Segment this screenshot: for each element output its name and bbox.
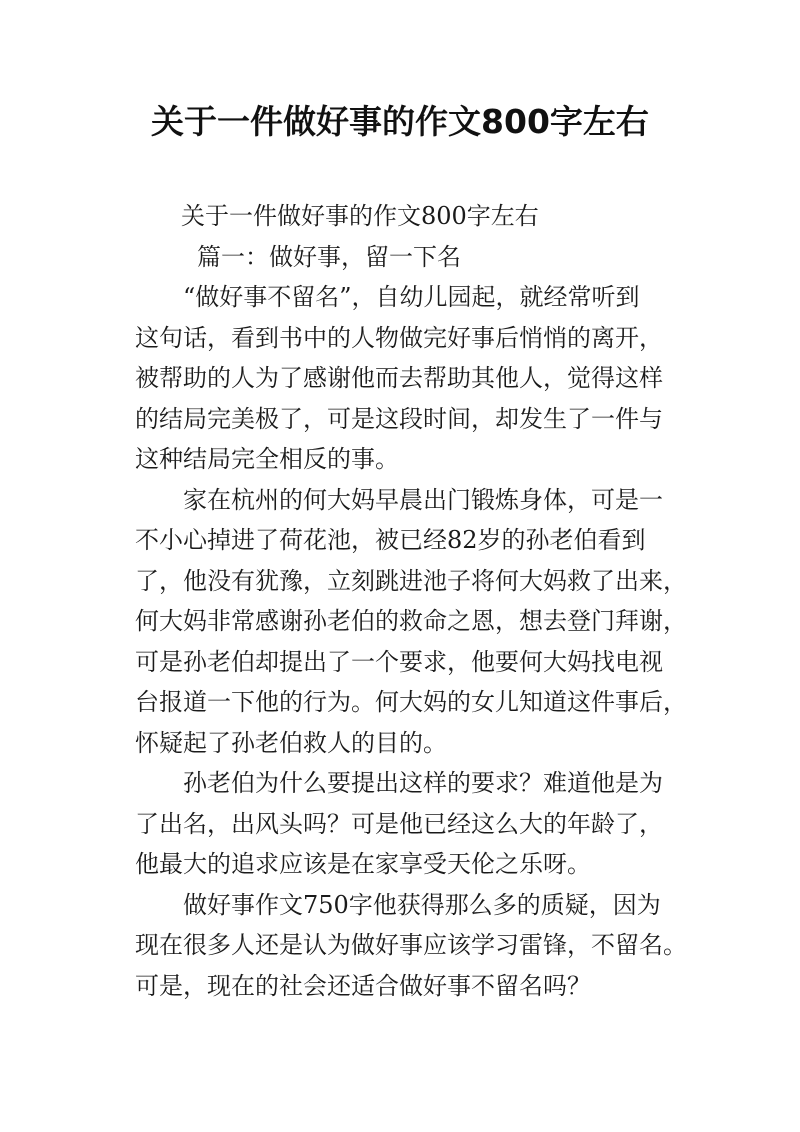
- paragraph-line: “做好事不留名”，自幼儿园起，就经常听到: [183, 283, 640, 311]
- paragraph-1: [135, 277, 680, 480]
- paragraph-4: [135, 885, 687, 1007]
- paragraph-line: 被帮助的人为了感谢他而去帮助其他人，觉得这样: [135, 364, 663, 392]
- paragraph-3: [135, 763, 680, 885]
- paragraph-2: [135, 480, 687, 764]
- paragraph-line: 这种结局完全相反的事。: [135, 445, 399, 473]
- paragraph-line: 可是，现在的社会还适合做好事不留名吗？: [135, 971, 591, 1000]
- paragraph-line: 家在杭州的何大妈早晨出门锻炼身体，可是一: [183, 485, 663, 514]
- paragraph-line: 他最大的追求应该是在家享受天伦之乐呀。: [135, 850, 591, 878]
- paragraph-line: 孙老伯为什么要提出这样的要求？难道他是为: [183, 769, 663, 797]
- paragraph-line: 了，他没有犹豫，立刻跳进池子将何大妈救了出来，: [135, 566, 687, 595]
- subtitle: 关于一件做好事的作文800字左右: [181, 202, 539, 230]
- section-heading: 篇一：做好事，留一下名: [197, 242, 461, 271]
- paragraph-line: 不小心掉进了荷花池，被已经82岁的孙老伯看到: [135, 526, 646, 554]
- paragraph-line: 可是孙老伯却提出了一个要求，他要何大妈找电视: [135, 647, 663, 676]
- paragraph-line: 做好事作文750字他获得那么多的质疑，因为: [183, 890, 661, 919]
- document-title: 关于一件做好事的作文800字左右: [151, 102, 649, 141]
- paragraph-line: 台报道一下他的行为。何大妈的女儿知道这件事后，: [135, 688, 687, 716]
- paragraph-line: 的结局完美极了，可是这段时间，却发生了一件与: [135, 404, 663, 433]
- paragraph-line: 何大妈非常感谢孙老伯的救命之恩，想去登门拜谢，: [135, 607, 687, 635]
- paragraph-line: 现在很多人还是认为做好事应该学习雷锋，不留名。: [135, 931, 687, 959]
- paragraph-line: 这句话，看到书中的人物做完好事后悄悄的离开，: [135, 323, 663, 352]
- document-body: [135, 196, 687, 1006]
- paragraph-line: 了出名，出风头吗？可是他已经这么大的年龄了，: [135, 809, 663, 838]
- paragraph-line: 怀疑起了孙老伯救人的目的。: [135, 728, 447, 757]
